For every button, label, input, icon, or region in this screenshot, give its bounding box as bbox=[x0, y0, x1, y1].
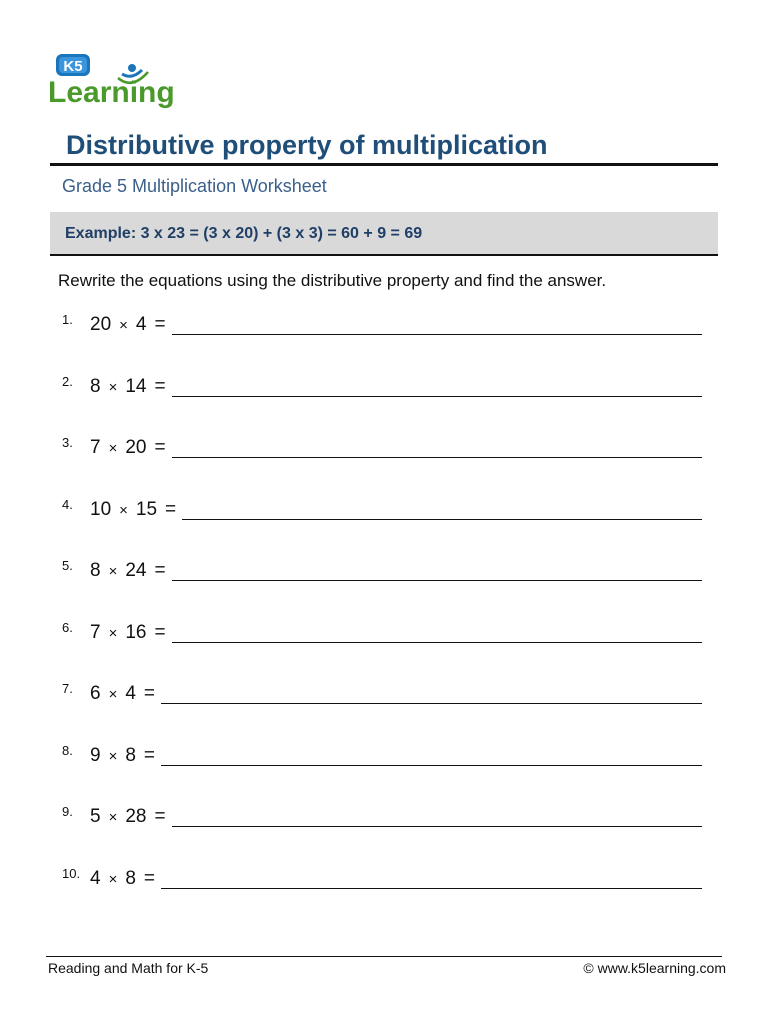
factor-b: 8 bbox=[125, 867, 136, 889]
times-sign: × bbox=[119, 501, 128, 519]
factor-b: 8 bbox=[125, 744, 136, 766]
equals-sign: = bbox=[143, 683, 156, 704]
problem-number: 7. bbox=[62, 681, 73, 696]
factor-a: 10 bbox=[90, 498, 112, 520]
problem-number: 2. bbox=[62, 373, 73, 389]
problem-equation bbox=[90, 437, 166, 459]
answer-line[interactable] bbox=[172, 580, 702, 581]
problem-equation bbox=[90, 314, 166, 336]
problem-row bbox=[0, 558, 768, 588]
footer-copyright: © www.k5learning.com bbox=[583, 960, 726, 976]
problem-number: 4. bbox=[62, 496, 73, 512]
problem-number: 1. bbox=[62, 312, 73, 327]
instructions: Rewrite the equations using the distributive property and find the answer. bbox=[58, 271, 607, 290]
factor-a: 7 bbox=[90, 621, 101, 643]
worksheet-subtitle: Grade 5 Multiplication Worksheet bbox=[62, 176, 327, 196]
factor-b: 28 bbox=[125, 806, 147, 827]
answer-line[interactable] bbox=[172, 457, 702, 458]
problem-equation bbox=[90, 376, 166, 398]
problem-row bbox=[0, 743, 768, 773]
answer-line[interactable] bbox=[172, 642, 702, 643]
problem-number: 3. bbox=[62, 435, 73, 450]
times-sign: × bbox=[119, 317, 128, 334]
factor-a: 8 bbox=[90, 375, 101, 397]
times-sign: × bbox=[108, 747, 118, 765]
factor-b: 20 bbox=[125, 437, 147, 458]
answer-line[interactable] bbox=[182, 519, 702, 520]
problem-row bbox=[0, 435, 768, 465]
factor-a: 6 bbox=[90, 683, 101, 704]
answer-line[interactable] bbox=[161, 888, 702, 889]
svg-text:K5: K5 bbox=[63, 58, 83, 75]
k5-learning-logo bbox=[48, 50, 188, 114]
times-sign: × bbox=[108, 378, 118, 396]
equals-sign: = bbox=[154, 375, 166, 397]
problem-equation bbox=[90, 806, 166, 828]
answer-line[interactable] bbox=[172, 334, 702, 335]
factor-b: 14 bbox=[125, 375, 147, 397]
page-title: Distributive property of multiplication bbox=[66, 130, 548, 160]
factor-a: 5 bbox=[90, 806, 101, 827]
problem-number: 10. bbox=[62, 865, 81, 881]
times-sign: × bbox=[108, 624, 118, 642]
problem-number: 8. bbox=[62, 742, 73, 758]
example-box bbox=[50, 212, 718, 256]
problem-row bbox=[0, 620, 768, 650]
problem-row bbox=[0, 497, 768, 527]
factor-b: 24 bbox=[125, 560, 147, 581]
problem-equation bbox=[90, 745, 155, 767]
answer-line[interactable] bbox=[161, 765, 702, 766]
equals-sign: = bbox=[154, 314, 166, 335]
k5-learning-logo-graphic bbox=[48, 50, 188, 114]
factor-b: 4 bbox=[125, 683, 136, 704]
problem-equation bbox=[90, 622, 166, 644]
times-sign: × bbox=[108, 563, 118, 580]
problem-number: 5. bbox=[62, 558, 73, 573]
equals-sign: = bbox=[154, 560, 166, 581]
equals-sign: = bbox=[154, 806, 166, 827]
factor-a: 8 bbox=[90, 560, 101, 581]
problem-equation bbox=[90, 683, 155, 705]
problem-row bbox=[0, 312, 768, 342]
times-sign: × bbox=[108, 809, 118, 826]
problem-number: 9. bbox=[62, 804, 73, 819]
times-sign: × bbox=[108, 870, 118, 888]
problem-row bbox=[0, 374, 768, 404]
factor-a: 4 bbox=[90, 867, 101, 889]
times-sign: × bbox=[108, 686, 118, 703]
factor-b: 15 bbox=[135, 498, 158, 520]
title-divider bbox=[50, 163, 718, 166]
times-sign: × bbox=[108, 440, 118, 457]
footer-left-text: Reading and Math for K-5 bbox=[48, 960, 209, 976]
answer-line[interactable] bbox=[172, 826, 702, 827]
factor-a: 7 bbox=[90, 437, 101, 458]
problem-row bbox=[0, 804, 768, 834]
equals-sign: = bbox=[154, 437, 166, 458]
factor-a: 9 bbox=[90, 744, 101, 766]
factor-b: 4 bbox=[135, 314, 147, 335]
example-text: Example: 3 x 23 = (3 x 20) + (3 x 3) = 60 + 9 = 69 bbox=[65, 225, 423, 242]
equals-sign: = bbox=[154, 621, 166, 643]
factor-b: 16 bbox=[125, 621, 147, 643]
footer-divider bbox=[46, 956, 722, 957]
problem-equation bbox=[90, 868, 155, 890]
problem-equation bbox=[90, 499, 176, 521]
problem-equation bbox=[90, 560, 166, 582]
answer-line[interactable] bbox=[161, 703, 702, 704]
equals-sign: = bbox=[143, 744, 156, 766]
equals-sign: = bbox=[143, 867, 156, 889]
problem-row bbox=[0, 681, 768, 711]
svg-text:Learning: Learning bbox=[48, 76, 175, 109]
problem-row bbox=[0, 866, 768, 896]
factor-a: 20 bbox=[90, 314, 112, 335]
answer-line[interactable] bbox=[172, 396, 702, 397]
problem-number: 6. bbox=[62, 619, 73, 635]
equals-sign: = bbox=[165, 498, 177, 520]
